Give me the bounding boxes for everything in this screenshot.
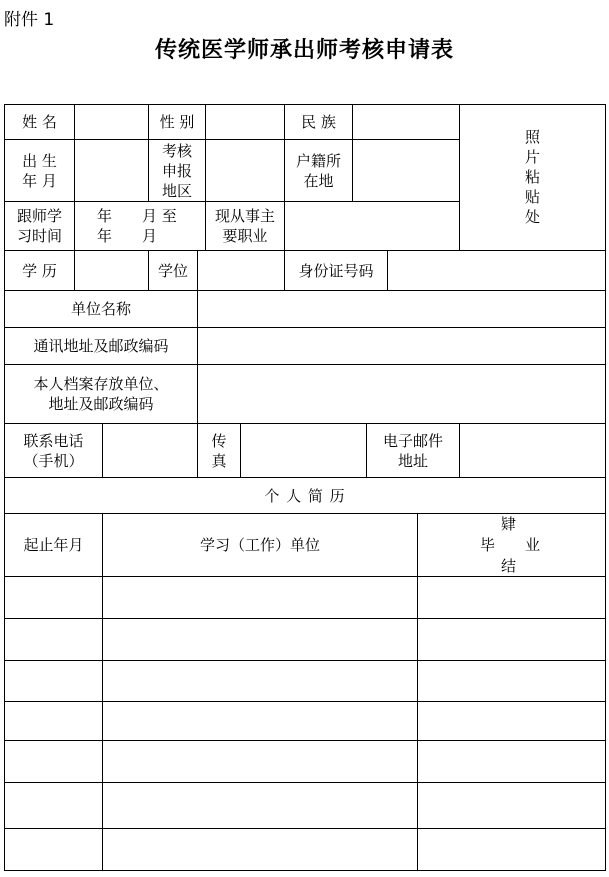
table-row[interactable] xyxy=(103,702,417,740)
form-title: 传统医学师承出师考核申请表 xyxy=(154,38,454,63)
id-number-field[interactable] xyxy=(388,251,605,290)
phone-field[interactable] xyxy=(103,424,197,477)
table-row[interactable] xyxy=(103,741,417,782)
table-row[interactable] xyxy=(103,661,417,701)
status-option-incomplete: 肄 xyxy=(501,515,517,533)
table-row[interactable] xyxy=(418,661,605,701)
table-row[interactable] xyxy=(418,829,605,870)
email-field[interactable] xyxy=(460,424,605,477)
birth-label: 出 生 年 月 xyxy=(22,151,57,190)
mailing-address-label: 通讯地址及邮政编码 xyxy=(33,337,169,355)
period-from: 年 月 至 xyxy=(97,207,177,225)
table-row[interactable] xyxy=(418,741,605,782)
table-row[interactable] xyxy=(5,783,102,828)
table-row[interactable] xyxy=(103,829,417,870)
col-unit-header: 学习（工作）单位 xyxy=(199,536,320,554)
status-option-complete: 结 xyxy=(501,557,517,575)
table-row[interactable] xyxy=(103,619,417,660)
table-row[interactable] xyxy=(418,702,605,740)
table-row[interactable] xyxy=(5,702,102,740)
study-time-label: 跟师学 习时间 xyxy=(16,207,62,245)
region-field[interactable] xyxy=(206,140,284,201)
ethnicity-field[interactable] xyxy=(353,105,459,139)
attachment-label: 附件 1 xyxy=(4,10,55,30)
table-row[interactable] xyxy=(5,619,102,660)
table-row[interactable] xyxy=(103,577,417,618)
occupation-field[interactable] xyxy=(285,202,459,250)
archive-field[interactable] xyxy=(198,365,605,423)
id-number-label: 身份证号码 xyxy=(298,261,374,280)
table-row[interactable] xyxy=(418,783,605,828)
table-row[interactable] xyxy=(103,783,417,828)
table-row[interactable] xyxy=(5,741,102,782)
fax-field[interactable] xyxy=(241,424,366,477)
gender-field[interactable] xyxy=(206,105,284,139)
col-period-header: 起止年月 xyxy=(23,536,84,554)
household-field[interactable] xyxy=(353,140,459,201)
occupation-label: 现从事主 要职业 xyxy=(214,207,275,245)
mailing-address-field[interactable] xyxy=(198,328,605,364)
name-label: 姓 名 xyxy=(22,113,57,131)
name-field[interactable] xyxy=(75,105,148,139)
household-label: 户籍所 在地 xyxy=(295,151,341,190)
phone-label: 联系电话 （手机） xyxy=(23,431,84,470)
employer-field[interactable] xyxy=(198,291,605,327)
degree-label: 学位 xyxy=(157,261,188,280)
table-row[interactable] xyxy=(5,577,102,618)
table-row[interactable] xyxy=(418,619,605,660)
birth-field[interactable] xyxy=(75,140,148,201)
archive-label: 本人档案存放单位、 地址及邮政编码 xyxy=(33,375,169,413)
ethnicity-label: 民 族 xyxy=(301,113,336,131)
fax-label: 传 真 xyxy=(211,431,227,470)
degree-field[interactable] xyxy=(198,251,284,290)
education-field[interactable] xyxy=(75,251,148,290)
period-to: 年 月 xyxy=(97,227,158,245)
employer-label: 单位名称 xyxy=(70,300,131,318)
study-period-field[interactable] xyxy=(75,202,205,250)
photo-area-label: 照 片 粘 贴 处 xyxy=(524,128,540,226)
col-status-header xyxy=(418,514,605,576)
table-row[interactable] xyxy=(5,661,102,701)
status-option-graduate: 毕 业 xyxy=(480,536,541,554)
gender-label: 性 别 xyxy=(159,113,195,131)
region-label: 考核 申报 地区 xyxy=(161,141,192,200)
table-row[interactable] xyxy=(418,577,605,618)
education-label: 学 历 xyxy=(22,261,57,280)
email-label: 电子邮件 地址 xyxy=(382,431,443,470)
table-row[interactable] xyxy=(5,829,102,870)
resume-section-title: 个 人 简 历 xyxy=(264,486,346,505)
